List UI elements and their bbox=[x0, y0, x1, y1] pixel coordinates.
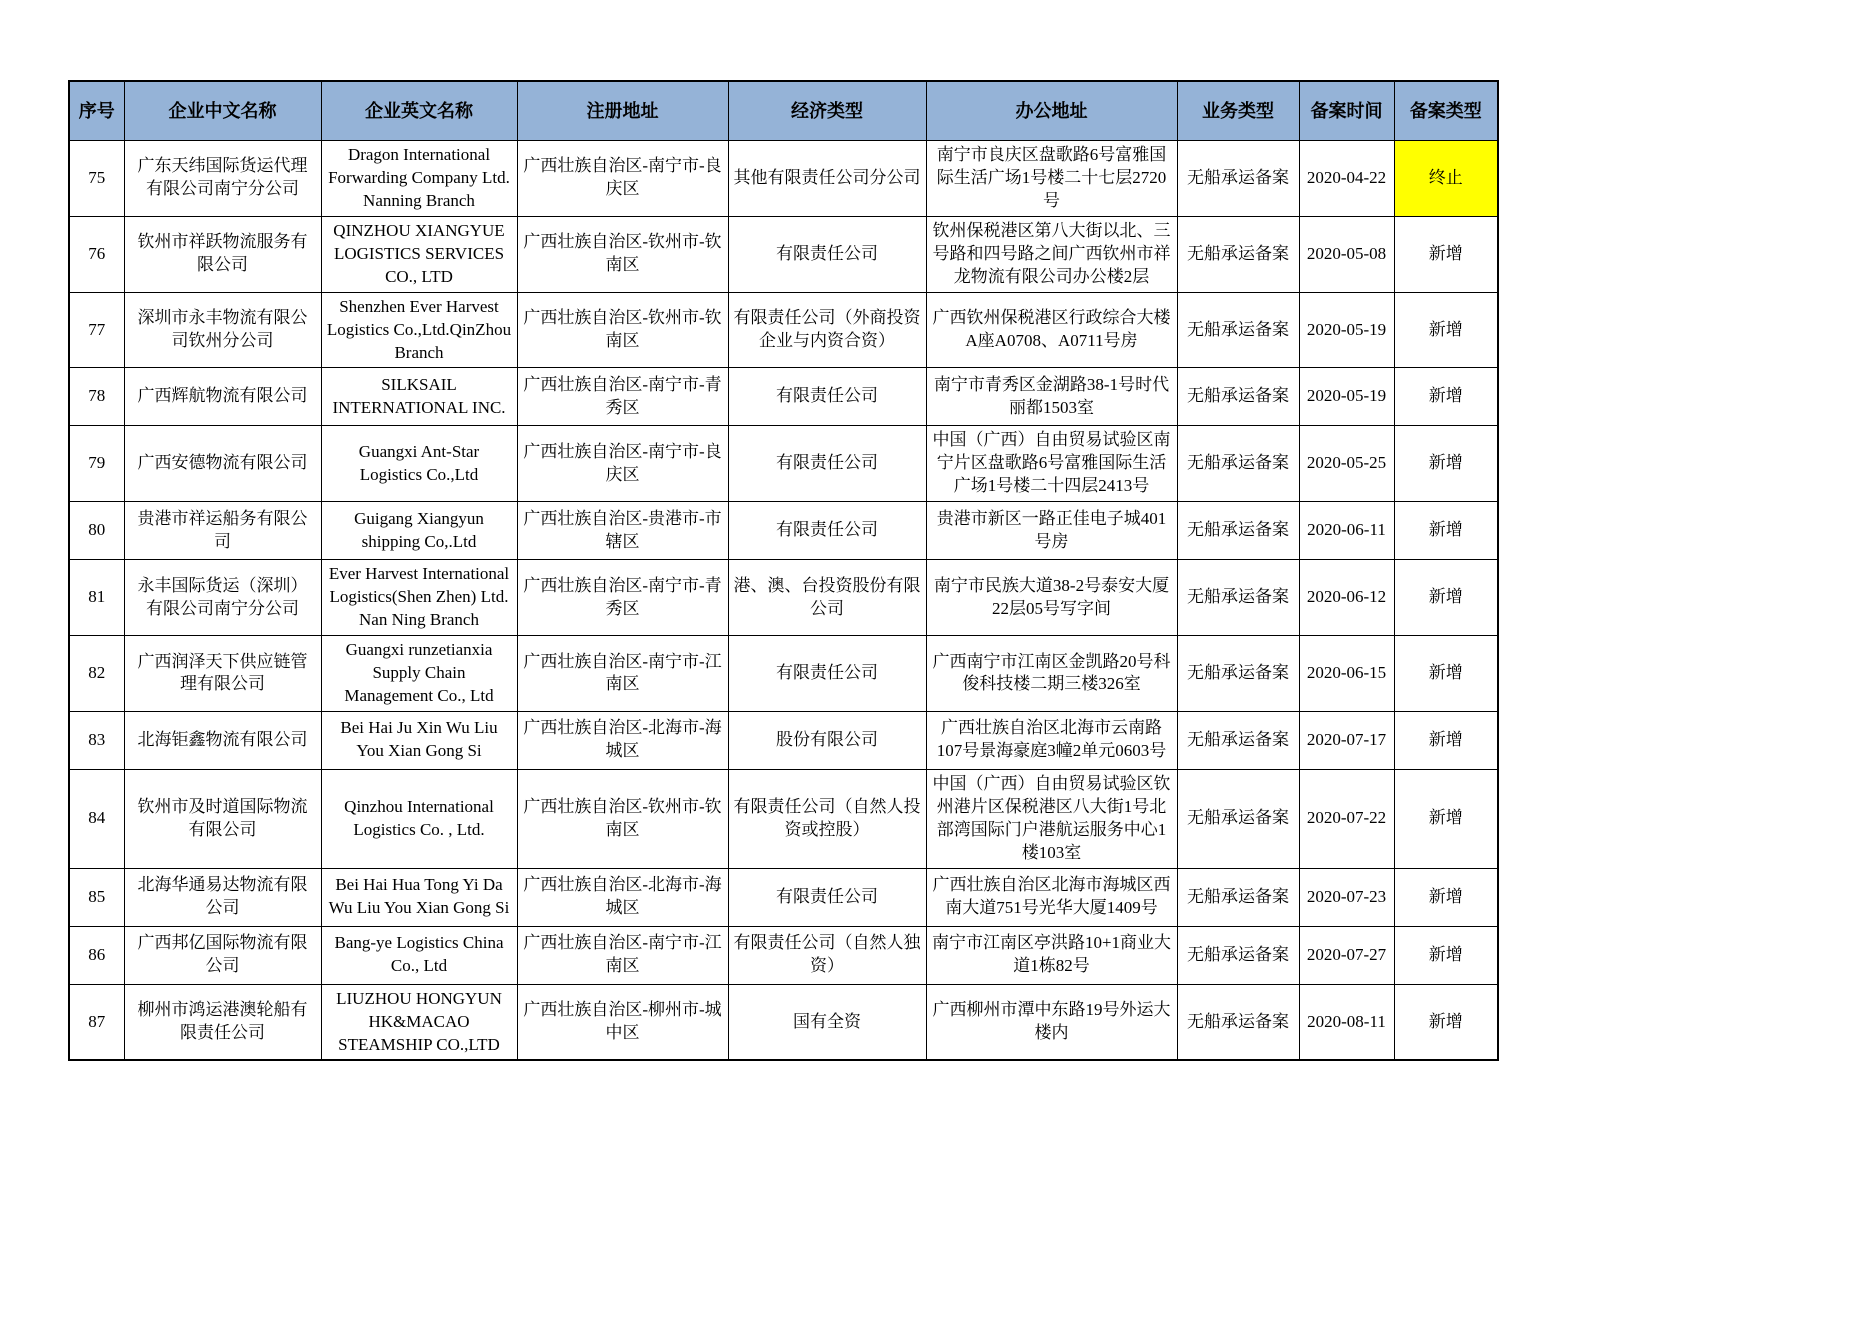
cell-serial: 87 bbox=[69, 984, 124, 1060]
table-row bbox=[69, 711, 1498, 769]
cell-econ-type: 港、澳、台投资股份有限公司 bbox=[728, 560, 926, 636]
cell-filing-date: 2020-05-08 bbox=[1299, 216, 1394, 292]
cell-filing-type: 新增 bbox=[1394, 711, 1498, 769]
cell-office-addr: 广西柳州市潭中东路19号外运大楼内 bbox=[926, 984, 1177, 1060]
cell-en-name: Dragon International Forwarding Company Ltd. Nanning Branch bbox=[321, 141, 517, 217]
cell-filing-type: 新增 bbox=[1394, 984, 1498, 1060]
cell-en-name: SILKSAIL INTERNATIONAL INC. bbox=[321, 368, 517, 426]
cell-econ-type: 国有全资 bbox=[728, 984, 926, 1060]
cell-office-addr: 贵港市新区一路正佳电子城401号房 bbox=[926, 502, 1177, 560]
cell-biz-type: 无船承运备案 bbox=[1177, 560, 1299, 636]
cell-biz-type: 无船承运备案 bbox=[1177, 216, 1299, 292]
cell-biz-type: 无船承运备案 bbox=[1177, 368, 1299, 426]
cell-office-addr: 广西壮族自治区北海市海城区西南大道751号光华大厦1409号 bbox=[926, 868, 1177, 926]
cell-filing-type: 新增 bbox=[1394, 368, 1498, 426]
table-row bbox=[69, 216, 1498, 292]
column-header-biz-type: 业务类型 bbox=[1177, 81, 1299, 141]
cell-office-addr: 广西南宁市江南区金凯路20号科俊科技楼二期三楼326室 bbox=[926, 636, 1177, 712]
cell-filing-type: 新增 bbox=[1394, 926, 1498, 984]
cell-biz-type: 无船承运备案 bbox=[1177, 502, 1299, 560]
cell-en-name: QINZHOU XIANGYUE LOGISTICS SERVICES CO., LTD bbox=[321, 216, 517, 292]
column-header-reg-addr: 注册地址 bbox=[517, 81, 728, 141]
cell-econ-type: 有限责任公司 bbox=[728, 426, 926, 502]
cell-econ-type: 股份有限公司 bbox=[728, 711, 926, 769]
cell-en-name: Guangxi runzetianxia Supply Chain Management Co., Ltd bbox=[321, 636, 517, 712]
cell-filing-date: 2020-05-19 bbox=[1299, 368, 1394, 426]
cell-cn-name: 钦州市祥跃物流服务有限公司 bbox=[124, 216, 321, 292]
cell-office-addr: 南宁市青秀区金湖路38-1号时代丽都1503室 bbox=[926, 368, 1177, 426]
cell-office-addr: 南宁市民族大道38-2号泰安大厦22层05号写字间 bbox=[926, 560, 1177, 636]
cell-filing-date: 2020-05-19 bbox=[1299, 292, 1394, 368]
cell-filing-date: 2020-06-11 bbox=[1299, 502, 1394, 560]
cell-office-addr: 广西钦州保税港区行政综合大楼A座A0708、A0711号房 bbox=[926, 292, 1177, 368]
cell-serial: 76 bbox=[69, 216, 124, 292]
column-header-cn-name: 企业中文名称 bbox=[124, 81, 321, 141]
cell-serial: 83 bbox=[69, 711, 124, 769]
table-row bbox=[69, 292, 1498, 368]
column-header-filing-date: 备案时间 bbox=[1299, 81, 1394, 141]
cell-en-name: Guigang Xiangyun shipping Co,.Ltd bbox=[321, 502, 517, 560]
cell-reg-addr: 广西壮族自治区-北海市-海城区 bbox=[517, 868, 728, 926]
cell-biz-type: 无船承运备案 bbox=[1177, 926, 1299, 984]
cell-office-addr: 南宁市江南区亭洪路10+1商业大道1栋82号 bbox=[926, 926, 1177, 984]
cell-cn-name: 深圳市永丰物流有限公司钦州分公司 bbox=[124, 292, 321, 368]
cell-filing-type: 新增 bbox=[1394, 216, 1498, 292]
cell-filing-date: 2020-07-22 bbox=[1299, 769, 1394, 868]
cell-reg-addr: 广西壮族自治区-南宁市-良庆区 bbox=[517, 141, 728, 217]
cell-econ-type: 其他有限责任公司分公司 bbox=[728, 141, 926, 217]
cell-filing-date: 2020-07-27 bbox=[1299, 926, 1394, 984]
cell-office-addr: 中国（广西）自由贸易试验区南宁片区盘歌路6号富雅国际生活广场1号楼二十四层2413号 bbox=[926, 426, 1177, 502]
table-row bbox=[69, 426, 1498, 502]
table-row bbox=[69, 141, 1498, 217]
cell-en-name: LIUZHOU HONGYUN HK&MACAO STEAMSHIP CO.,LTD bbox=[321, 984, 517, 1060]
cell-filing-date: 2020-08-11 bbox=[1299, 984, 1394, 1060]
cell-filing-date: 2020-07-17 bbox=[1299, 711, 1394, 769]
cell-en-name: Ever Harvest International Logistics(Shen Zhen) Ltd. Nan Ning Branch bbox=[321, 560, 517, 636]
column-header-econ-type: 经济类型 bbox=[728, 81, 926, 141]
cell-reg-addr: 广西壮族自治区-北海市-海城区 bbox=[517, 711, 728, 769]
cell-en-name: Guangxi Ant-Star Logistics Co.,Ltd bbox=[321, 426, 517, 502]
cell-office-addr: 中国（广西）自由贸易试验区钦州港片区保税港区八大街1号北部湾国际门户港航运服务中心1楼103室 bbox=[926, 769, 1177, 868]
cell-cn-name: 广西辉航物流有限公司 bbox=[124, 368, 321, 426]
cell-biz-type: 无船承运备案 bbox=[1177, 292, 1299, 368]
cell-biz-type: 无船承运备案 bbox=[1177, 426, 1299, 502]
cell-cn-name: 钦州市及时道国际物流有限公司 bbox=[124, 769, 321, 868]
cell-econ-type: 有限责任公司 bbox=[728, 636, 926, 712]
cell-cn-name: 永丰国际货运（深圳）有限公司南宁分公司 bbox=[124, 560, 321, 636]
cell-biz-type: 无船承运备案 bbox=[1177, 636, 1299, 712]
cell-reg-addr: 广西壮族自治区-南宁市-江南区 bbox=[517, 636, 728, 712]
cell-serial: 84 bbox=[69, 769, 124, 868]
cell-filing-date: 2020-06-15 bbox=[1299, 636, 1394, 712]
table-row bbox=[69, 636, 1498, 712]
cell-cn-name: 北海钜鑫物流有限公司 bbox=[124, 711, 321, 769]
cell-filing-type: 终止 bbox=[1394, 141, 1498, 217]
cell-econ-type: 有限责任公司（外商投资企业与内资合资） bbox=[728, 292, 926, 368]
cell-en-name: Bei Hai Hua Tong Yi Da Wu Liu You Xian Gong Si bbox=[321, 868, 517, 926]
cell-econ-type: 有限责任公司（自然人独资） bbox=[728, 926, 926, 984]
cell-serial: 82 bbox=[69, 636, 124, 712]
cell-serial: 85 bbox=[69, 868, 124, 926]
cell-en-name: Bang-ye Logistics China Co., Ltd bbox=[321, 926, 517, 984]
cell-reg-addr: 广西壮族自治区-南宁市-江南区 bbox=[517, 926, 728, 984]
cell-office-addr: 广西壮族自治区北海市云南路107号景海豪庭3幢2单元0603号 bbox=[926, 711, 1177, 769]
cell-filing-type: 新增 bbox=[1394, 292, 1498, 368]
cell-serial: 78 bbox=[69, 368, 124, 426]
cell-serial: 86 bbox=[69, 926, 124, 984]
cell-filing-date: 2020-05-25 bbox=[1299, 426, 1394, 502]
cell-filing-type: 新增 bbox=[1394, 502, 1498, 560]
cell-biz-type: 无船承运备案 bbox=[1177, 984, 1299, 1060]
cell-en-name: Bei Hai Ju Xin Wu Liu You Xian Gong Si bbox=[321, 711, 517, 769]
cell-biz-type: 无船承运备案 bbox=[1177, 711, 1299, 769]
cell-cn-name: 广东天纬国际货运代理有限公司南宁分公司 bbox=[124, 141, 321, 217]
cell-serial: 77 bbox=[69, 292, 124, 368]
cell-biz-type: 无船承运备案 bbox=[1177, 769, 1299, 868]
cell-econ-type: 有限责任公司 bbox=[728, 502, 926, 560]
cell-filing-type: 新增 bbox=[1394, 560, 1498, 636]
cell-reg-addr: 广西壮族自治区-钦州市-钦南区 bbox=[517, 216, 728, 292]
cell-reg-addr: 广西壮族自治区-南宁市-青秀区 bbox=[517, 368, 728, 426]
cell-econ-type: 有限责任公司（自然人投资或控股） bbox=[728, 769, 926, 868]
cell-office-addr: 南宁市良庆区盘歌路6号富雅国际生活广场1号楼二十七层2720号 bbox=[926, 141, 1177, 217]
cell-reg-addr: 广西壮族自治区-南宁市-青秀区 bbox=[517, 560, 728, 636]
table-row bbox=[69, 769, 1498, 868]
column-header-serial: 序号 bbox=[69, 81, 124, 141]
column-header-en-name: 企业英文名称 bbox=[321, 81, 517, 141]
table-row bbox=[69, 502, 1498, 560]
cell-reg-addr: 广西壮族自治区-柳州市-城中区 bbox=[517, 984, 728, 1060]
table-row bbox=[69, 926, 1498, 984]
cell-cn-name: 广西安德物流有限公司 bbox=[124, 426, 321, 502]
cell-filing-date: 2020-06-12 bbox=[1299, 560, 1394, 636]
cell-en-name: Shenzhen Ever Harvest Logistics Co.,Ltd.QinZhou Branch bbox=[321, 292, 517, 368]
table-row bbox=[69, 868, 1498, 926]
cell-filing-type: 新增 bbox=[1394, 636, 1498, 712]
cell-cn-name: 广西邦亿国际物流有限公司 bbox=[124, 926, 321, 984]
cell-reg-addr: 广西壮族自治区-贵港市-市辖区 bbox=[517, 502, 728, 560]
table-row bbox=[69, 560, 1498, 636]
cell-filing-date: 2020-07-23 bbox=[1299, 868, 1394, 926]
column-header-office-addr: 办公地址 bbox=[926, 81, 1177, 141]
table-row bbox=[69, 368, 1498, 426]
cell-serial: 81 bbox=[69, 560, 124, 636]
cell-serial: 79 bbox=[69, 426, 124, 502]
table-body bbox=[69, 141, 1498, 1061]
cell-reg-addr: 广西壮族自治区-钦州市-钦南区 bbox=[517, 292, 728, 368]
company-filing-table bbox=[68, 80, 1499, 1061]
column-header-filing-type: 备案类型 bbox=[1394, 81, 1498, 141]
cell-biz-type: 无船承运备案 bbox=[1177, 868, 1299, 926]
cell-econ-type: 有限责任公司 bbox=[728, 216, 926, 292]
cell-filing-type: 新增 bbox=[1394, 426, 1498, 502]
cell-biz-type: 无船承运备案 bbox=[1177, 141, 1299, 217]
cell-reg-addr: 广西壮族自治区-钦州市-钦南区 bbox=[517, 769, 728, 868]
table-row bbox=[69, 984, 1498, 1060]
table-header-row bbox=[69, 81, 1498, 141]
cell-cn-name: 贵港市祥运船务有限公司 bbox=[124, 502, 321, 560]
cell-serial: 75 bbox=[69, 141, 124, 217]
cell-econ-type: 有限责任公司 bbox=[728, 868, 926, 926]
cell-cn-name: 广西润泽天下供应链管理有限公司 bbox=[124, 636, 321, 712]
cell-office-addr: 钦州保税港区第八大街以北、三号路和四号路之间广西钦州市祥龙物流有限公司办公楼2层 bbox=[926, 216, 1177, 292]
cell-reg-addr: 广西壮族自治区-南宁市-良庆区 bbox=[517, 426, 728, 502]
cell-cn-name: 柳州市鸿运港澳轮船有限责任公司 bbox=[124, 984, 321, 1060]
table-header bbox=[69, 81, 1498, 141]
cell-filing-date: 2020-04-22 bbox=[1299, 141, 1394, 217]
cell-econ-type: 有限责任公司 bbox=[728, 368, 926, 426]
cell-filing-type: 新增 bbox=[1394, 769, 1498, 868]
cell-serial: 80 bbox=[69, 502, 124, 560]
cell-en-name: Qinzhou International Logistics Co. , Ltd. bbox=[321, 769, 517, 868]
cell-cn-name: 北海华通易达物流有限公司 bbox=[124, 868, 321, 926]
cell-filing-type: 新增 bbox=[1394, 868, 1498, 926]
